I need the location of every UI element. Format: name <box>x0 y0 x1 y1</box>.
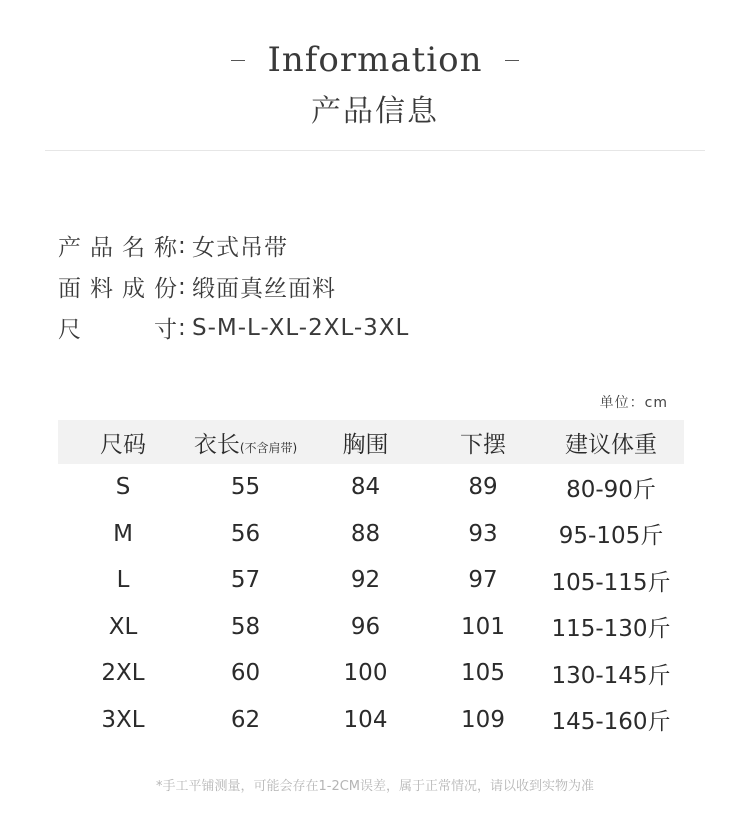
table-cell: 88 <box>350 520 381 547</box>
table-cell: 100 <box>343 660 388 687</box>
table-cell: M <box>113 520 133 547</box>
column-header <box>188 426 303 459</box>
info-row-name <box>58 225 409 266</box>
info-colon: : <box>178 273 187 300</box>
table-cell: 93 <box>468 520 498 547</box>
column-header: 尺码 <box>100 431 146 458</box>
table-cell: 58 <box>230 613 261 640</box>
table-cell: 97 <box>468 567 498 594</box>
table-cell: 55 <box>230 474 261 501</box>
info-label: 产品名称 <box>58 235 178 261</box>
info-label: 尺寸 <box>58 317 178 343</box>
table-row <box>58 511 684 558</box>
size-table <box>58 420 684 743</box>
table-cell: 95-105斤 <box>558 523 664 550</box>
unit-label: 单位：cm <box>599 395 668 411</box>
info-colon: : <box>178 314 187 341</box>
table-cell: 145-160斤 <box>551 709 671 736</box>
table-cell: 92 <box>350 567 381 594</box>
table-cell: S <box>115 474 131 501</box>
table-cell: 80-90斤 <box>566 476 656 503</box>
table-row <box>58 557 684 604</box>
table-cell: 130-145斤 <box>551 662 671 689</box>
table-cell: 57 <box>230 567 261 594</box>
table-row <box>58 604 684 651</box>
table-cell: 115-130斤 <box>551 616 671 643</box>
table-cell: 105 <box>461 660 505 687</box>
left-dash <box>231 60 245 61</box>
info-row-size <box>58 307 409 348</box>
table-cell: L <box>116 567 130 594</box>
info-colon: : <box>178 232 187 259</box>
table-row <box>58 697 684 744</box>
measurement-note: *手工平铺测量，可能会存在1-2CM误差，属于正常情况，请以收到实物为准 <box>155 779 595 794</box>
info-value: S-M-L-XL-2XL-3XL <box>192 314 410 341</box>
table-row <box>58 464 684 511</box>
table-cell: 56 <box>230 520 261 547</box>
column-header: 胸围 <box>342 431 389 458</box>
table-header <box>58 420 684 464</box>
table-cell: 3XL <box>101 706 145 733</box>
column-header: 下摆 <box>460 431 506 458</box>
column-header: 建议体重 <box>565 431 657 458</box>
title-english: Information <box>267 40 483 80</box>
table-cell: 89 <box>468 474 498 501</box>
header-divider <box>45 150 705 151</box>
right-dash <box>505 60 519 61</box>
column-header-note: (不含肩带) <box>239 440 298 455</box>
info-label: 面料成份 <box>58 276 178 302</box>
table-cell: XL <box>108 613 138 640</box>
table-cell: 2XL <box>101 660 145 687</box>
table-cell: 62 <box>230 706 261 733</box>
title-chinese: 产品信息 <box>311 94 439 129</box>
section-header <box>0 40 750 130</box>
table-cell: 104 <box>343 706 388 733</box>
table-cell: 109 <box>461 706 505 733</box>
table-cell: 84 <box>350 474 381 501</box>
product-info <box>58 225 409 348</box>
table-cell: 101 <box>461 613 505 640</box>
info-row-fabric <box>58 266 409 307</box>
title-line <box>0 40 750 80</box>
table-cell: 60 <box>230 660 261 687</box>
table-row <box>58 650 684 697</box>
table-cell: 105-115斤 <box>551 569 671 596</box>
info-value: 缎面真丝面料 <box>192 276 336 302</box>
info-value: 女式吊带 <box>192 235 288 261</box>
table-cell: 96 <box>350 613 381 640</box>
column-header-text: 衣长 <box>193 431 240 458</box>
